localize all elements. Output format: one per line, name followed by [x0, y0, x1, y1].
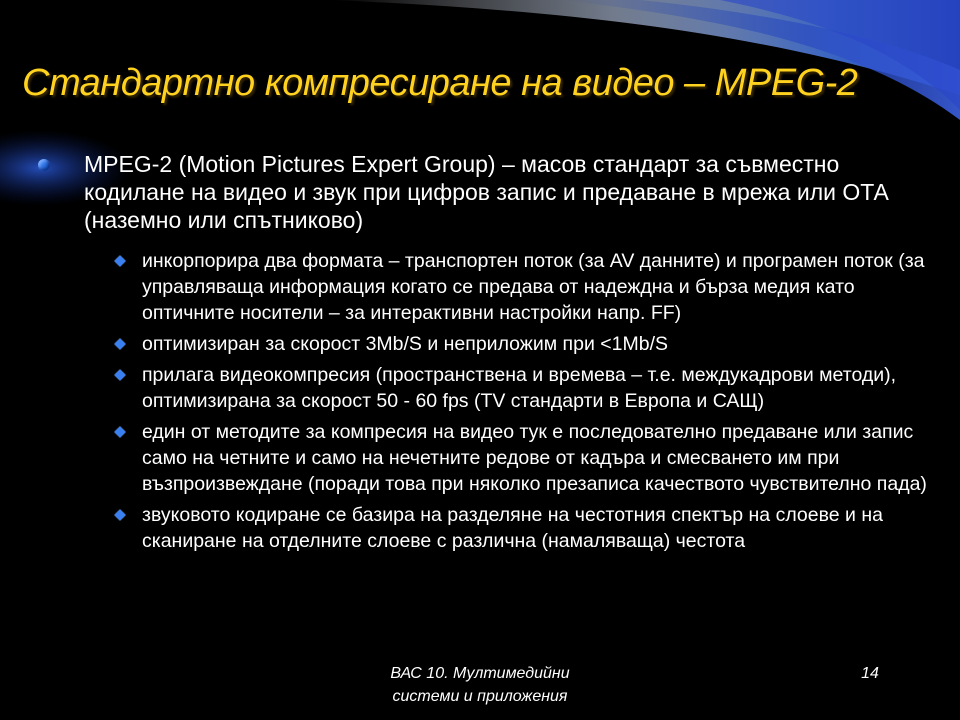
slide-title: Стандартно компресиране на видео – MPEG-2 — [22, 62, 858, 104]
page-number: 14 — [861, 665, 879, 682]
sub-bullet — [142, 362, 942, 414]
sub-bullet-text: звуковото кодиране се базира на разделяне на честотния спектър на слоеве и на сканиране на отделните слоеве с различна (намаляваща) честота — [142, 504, 883, 552]
main-bullet — [84, 150, 944, 234]
sub-bullet-list — [142, 248, 942, 559]
main-bullet-text: MPEG-2 (Motion Pictures Expert Group) – масов стандарт за съвместно кодилане на видео и звук при цифров запис и предаване в мрежа или ОТА (наземно или спътниково) — [84, 151, 889, 233]
footer-course-title — [330, 662, 630, 708]
footer-line-1: ВАС 10. Мултимедийни — [390, 665, 570, 682]
sub-bullet-text: оптимизиран за скорост 3Mb/S и неприложим при <1Mb/S — [142, 333, 669, 355]
sub-bullet — [142, 248, 942, 326]
footer-line-2: системи и приложения — [392, 688, 568, 705]
sub-bullet — [142, 502, 942, 554]
sub-bullet-text: инкорпорира два формата – транспортен поток (за AV данните) и програмен поток (за управляваща информация когато се предава от надеждна и бърза медия като оптичните носители – за интерактивни настройки напр. FF) — [142, 250, 925, 324]
sub-bullet-text: един от методите за компресия на видео тук е последователно предаване или запис само на четните и само на нечетните редове от кадъра и смесването им при възпроизвеждане (поради това при няколко презаписа качеството чувствително пада) — [142, 421, 927, 495]
sub-bullet — [142, 331, 942, 357]
sub-bullet-text: прилага видеокомпресия (пространствена и времева – т.е. междукадрови методи), оптимизирана за скорост 50 - 60 fps (TV стандарти в Европа и САЩ) — [142, 364, 897, 412]
bullet-dot-icon — [38, 159, 50, 171]
sub-bullet — [142, 419, 942, 497]
